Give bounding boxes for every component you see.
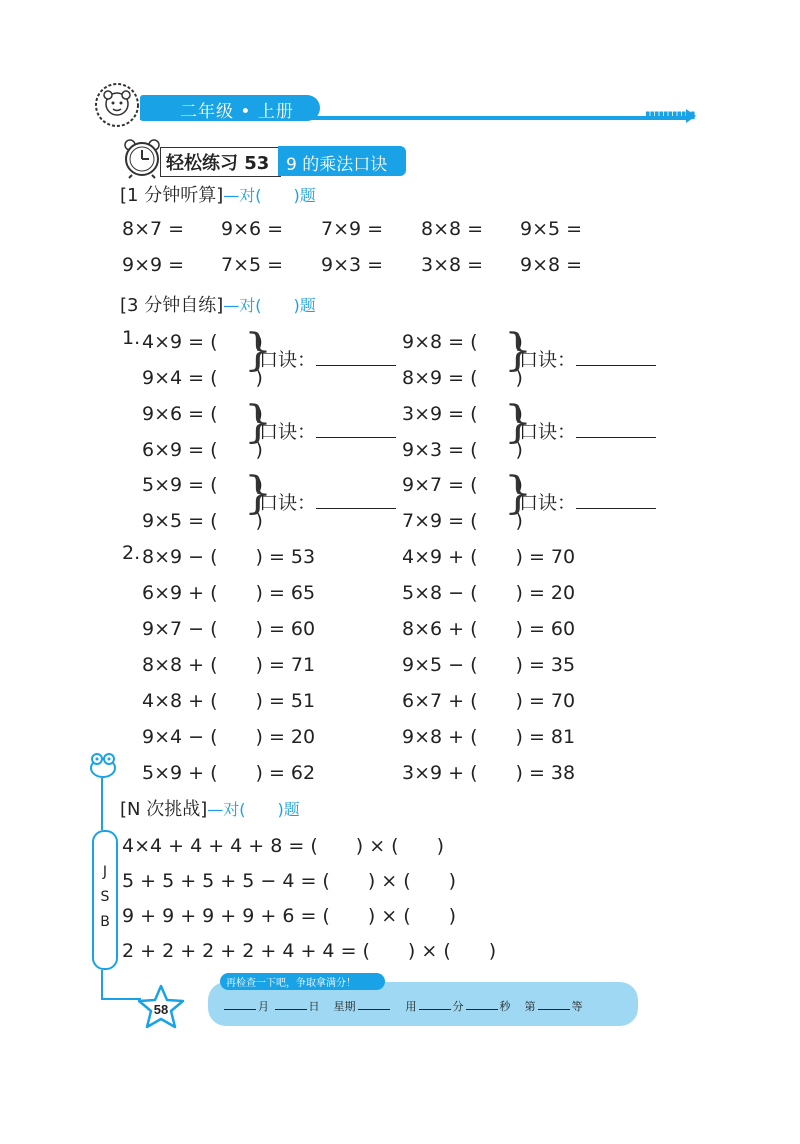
section2-score: —对( )题: [223, 296, 316, 315]
rail-line: [101, 778, 103, 830]
footer-tagline: 再检查一下吧，争取拿满分！: [226, 978, 356, 989]
fill-item: 6×9 + ( ) = 65: [142, 582, 316, 604]
oral-item: 7×5 =: [221, 254, 284, 276]
rail-line: [101, 970, 103, 1000]
section1-heading: [1 分钟听算]—对( )题: [120, 185, 316, 206]
rhyme-line: 口诀：: [519, 345, 656, 372]
oral-item: 8×7 =: [122, 218, 185, 240]
answer-blank[interactable]: [576, 507, 656, 509]
pair-item: 9×3 = ( ): [402, 439, 523, 461]
fill-item: 8×9 − ( ) = 53: [142, 546, 316, 568]
grade-title: 二年级 • 上册: [180, 102, 294, 122]
pair-item: 9×7 = ( ): [402, 474, 523, 496]
section2-heading: [3 分钟自练]—对( )题: [120, 295, 316, 316]
oral-item: 3×8 =: [421, 254, 484, 276]
answer-blank[interactable]: [316, 507, 396, 509]
oral-item: 9×8 =: [520, 254, 583, 276]
lesson-label: 轻松练习 53: [166, 153, 270, 174]
pair-item: 5×9 = ( ): [142, 474, 263, 496]
rhyme-line: 口诀：: [259, 488, 396, 515]
answer-blank[interactable]: [316, 436, 396, 438]
rhyme-line: 口诀：: [259, 345, 396, 372]
oral-item: 9×6 =: [221, 218, 284, 240]
fill-item: 9×5 − ( ) = 35: [402, 654, 576, 676]
rail-letter: J: [102, 864, 108, 880]
pair-item: 8×9 = ( ): [402, 367, 523, 389]
day-blank[interactable]: [275, 1009, 307, 1010]
fill-item: 9×4 − ( ) = 20: [142, 726, 316, 748]
question1-number: 1.: [122, 327, 141, 349]
challenge-item: 5 + 5 + 5 + 5 − 4 = ( ) × ( ): [122, 870, 457, 892]
rhyme-line: 口诀：: [259, 417, 396, 444]
pair-item: 7×9 = ( ): [402, 510, 523, 532]
oral-item: 7×9 =: [321, 218, 384, 240]
fill-item: 5×9 + ( ) = 62: [142, 762, 316, 784]
page-number-star-icon: [136, 984, 186, 1030]
fill-item: 5×8 − ( ) = 20: [402, 582, 576, 604]
pair-item: 9×5 = ( ): [142, 510, 263, 532]
challenge-item: 4×4 + 4 + 4 + 8 = ( ) × ( ): [122, 835, 445, 857]
pair-item: 9×6 = ( ): [142, 403, 263, 425]
answer-blank[interactable]: [576, 364, 656, 366]
brace: }: [244, 325, 272, 376]
fill-item: 4×9 + ( ) = 70: [402, 546, 576, 568]
oral-item: 8×8 =: [421, 218, 484, 240]
alarm-clock-icon: [121, 137, 163, 179]
seconds-blank[interactable]: [466, 1009, 498, 1010]
fill-item: 6×7 + ( ) = 70: [402, 690, 576, 712]
footer-record: 月 日 星期 用 分 秒 第 等: [222, 998, 583, 1014]
fill-item: 9×8 + ( ) = 81: [402, 726, 576, 748]
question2-number: 2.: [122, 542, 141, 564]
minutes-blank[interactable]: [419, 1009, 451, 1010]
answer-blank[interactable]: [316, 364, 396, 366]
oral-item: 9×9 =: [122, 254, 185, 276]
challenge-item: 9 + 9 + 9 + 9 + 6 = ( ) × ( ): [122, 905, 457, 927]
brace: }: [244, 397, 272, 448]
bear-logo-icon: [94, 82, 140, 128]
page-number: 58: [153, 1002, 169, 1017]
brace: }: [504, 325, 532, 376]
rail-letter: B: [100, 914, 110, 930]
fill-item: 8×8 + ( ) = 71: [142, 654, 316, 676]
fill-item: 4×8 + ( ) = 51: [142, 690, 316, 712]
answer-blank[interactable]: [576, 436, 656, 438]
pair-item: 9×4 = ( ): [142, 367, 263, 389]
pair-item: 9×8 = ( ): [402, 331, 523, 353]
rhyme-line: 口诀：: [519, 488, 656, 515]
section3-heading: [N 次挑战]—对( )题: [120, 799, 300, 820]
fill-item: 9×7 − ( ) = 60: [142, 618, 316, 640]
pair-item: 3×9 = ( ): [402, 403, 523, 425]
oral-item: 9×5 =: [520, 218, 583, 240]
lesson-number: 53: [244, 153, 270, 174]
lesson-topic: 9 的乘法口诀: [286, 155, 388, 175]
pair-item: 6×9 = ( ): [142, 439, 263, 461]
rail-letter: S: [100, 889, 110, 905]
fill-item: 8×6 + ( ) = 60: [402, 618, 576, 640]
month-blank[interactable]: [224, 1009, 256, 1010]
header-dots: ▮▮▮▮▮▮▮▮▮▮▮: [645, 110, 695, 121]
brace: }: [504, 468, 532, 519]
weekday-blank[interactable]: [358, 1009, 390, 1010]
oral-item: 9×3 =: [321, 254, 384, 276]
rail-line: [101, 998, 141, 1000]
rhyme-line: 口诀：: [519, 417, 656, 444]
section3-score: —对( )题: [207, 800, 300, 819]
challenge-item: 2 + 2 + 2 + 2 + 4 + 4 = ( ) × ( ): [122, 940, 497, 962]
rank-blank[interactable]: [538, 1009, 570, 1010]
header-arrow-icon: [686, 109, 696, 123]
fill-item: 3×9 + ( ) = 38: [402, 762, 576, 784]
frog-icon: [88, 752, 118, 778]
brace: }: [504, 397, 532, 448]
brace: }: [244, 468, 272, 519]
section1-score: —对( )题: [223, 186, 316, 205]
pair-item: 4×9 = ( ): [142, 331, 263, 353]
